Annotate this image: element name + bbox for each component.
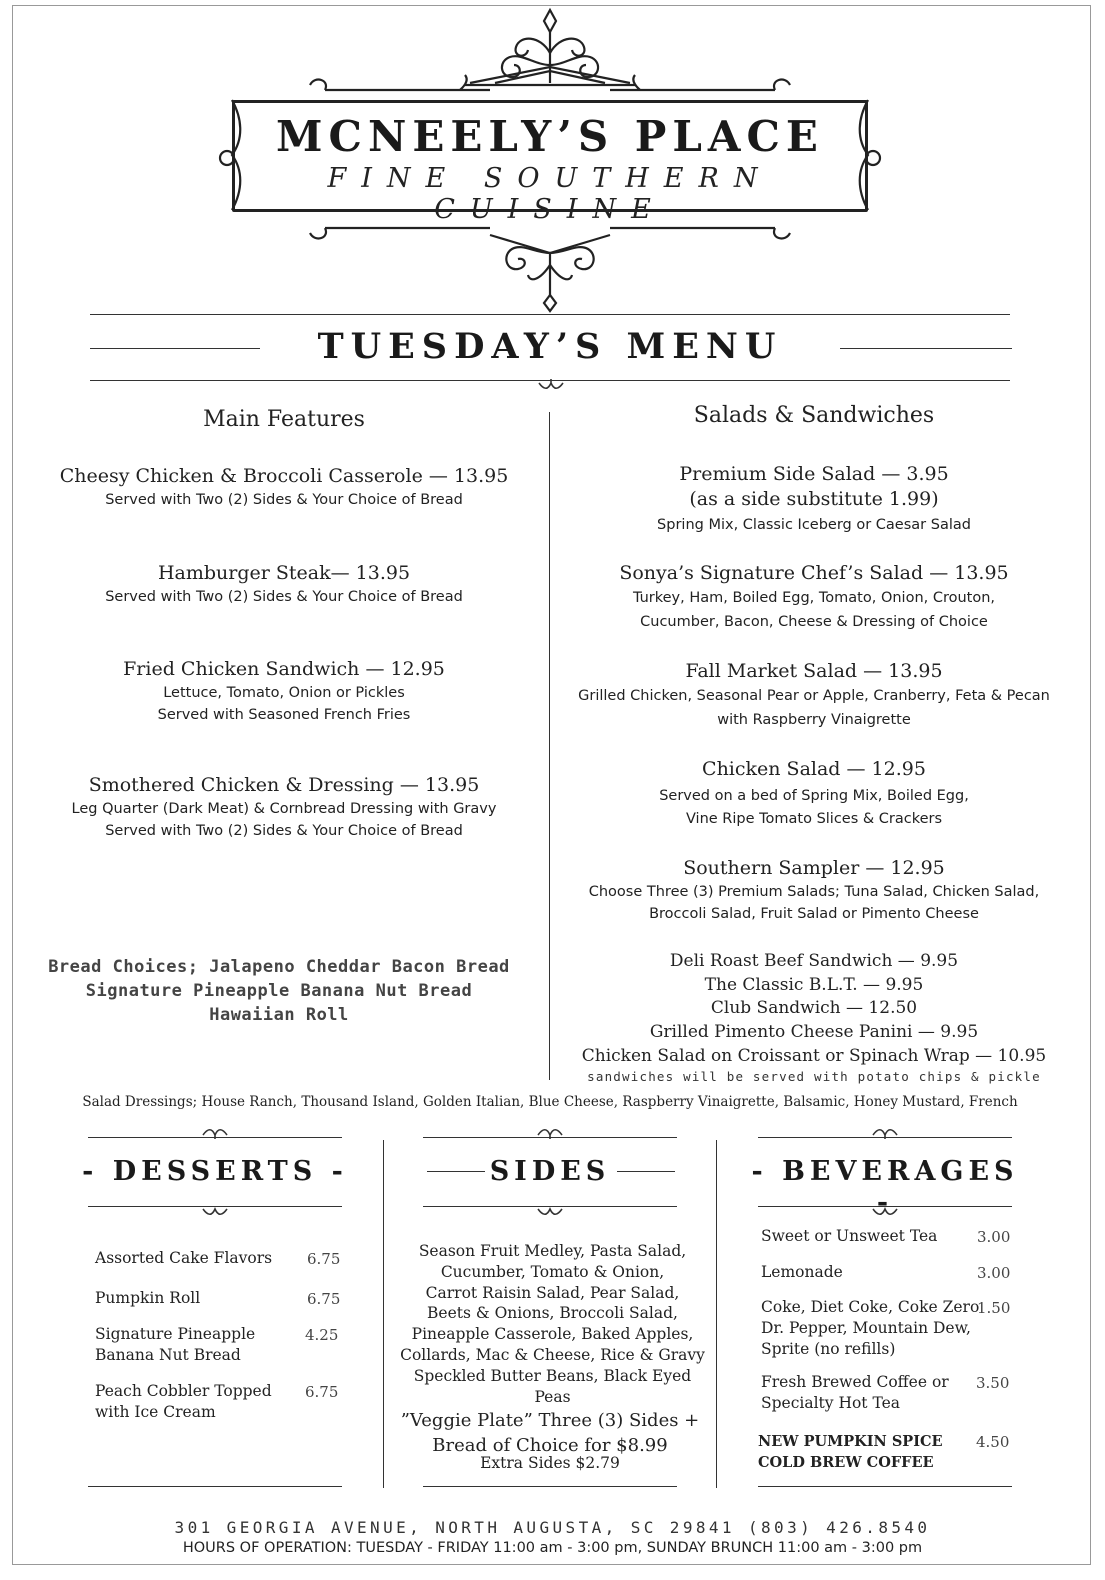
beverage-name-line: NEW PUMPKIN SPICE — [758, 1433, 943, 1450]
salad-item-desc: Turkey, Ham, Boiled Egg, Tomato, Onion, Crouton, — [632, 590, 996, 606]
main-item — [40, 561, 528, 608]
flourish-icon — [202, 1126, 228, 1140]
dessert-price: 6.75 — [305, 1383, 339, 1401]
flourish-icon — [537, 1126, 563, 1140]
bread-choice-line: Bread Choices; Jalapeno Cheddar Bacon Bread — [48, 957, 510, 977]
main-item-desc: Leg Quarter (Dark Meat) & Cornbread Dressing with Gravy — [71, 801, 497, 817]
restaurant-name: MCNEELY’S PLACE — [276, 112, 824, 161]
salad-item-desc: Cucumber, Bacon, Cheese & Dressing of Choice — [640, 614, 988, 630]
sides-rule-left — [427, 1171, 485, 1172]
salad-item — [560, 561, 1068, 634]
main-item — [40, 657, 528, 726]
sandwich-item: Chicken Salad on Croissant or Spinach Wrap — 10.95 — [581, 1045, 1047, 1066]
section-divider — [383, 1140, 384, 1488]
sandwich-item: Deli Roast Beef Sandwich — 9.95 — [669, 951, 959, 971]
title-rule-top — [90, 314, 1010, 315]
main-item — [40, 464, 528, 511]
dessert-name-line: with Ice Cream — [95, 1403, 216, 1421]
section-divider — [716, 1140, 717, 1488]
flourish-icon — [538, 378, 564, 392]
sides-line: Cucumber, Tomato & Onion, — [440, 1262, 665, 1281]
dessert-name-line: Peach Cobbler Topped — [95, 1382, 272, 1400]
desserts-rule-end — [88, 1486, 342, 1487]
salad-item-name: Premium Side Salad — 3.95 — [679, 463, 949, 485]
beverage-name-line: Sprite (no refills) — [761, 1340, 896, 1358]
beverage-name-line: Fresh Brewed Coffee or — [761, 1373, 949, 1391]
salads-sandwiches-heading: Salads & Sandwiches — [693, 403, 935, 428]
flourish-icon — [872, 1126, 898, 1140]
dessert-name-line: Banana Nut Bread — [95, 1346, 241, 1364]
dessert-price: 6.75 — [307, 1250, 341, 1268]
dessert-name — [95, 1324, 255, 1366]
beverage-name-line: Dr. Pepper, Mountain Dew, — [761, 1319, 971, 1337]
beverages-title: - BEVERAGES - — [751, 1156, 1019, 1218]
main-item-desc: Served with Two (2) Sides & Your Choice of Bread — [105, 823, 463, 839]
main-item-name: Hamburger Steak— 13.95 — [157, 562, 411, 584]
salad-item-desc: Spring Mix, Classic Iceberg or Caesar Salad — [657, 517, 971, 533]
sandwich-list — [560, 950, 1068, 1069]
bread-choices — [40, 955, 518, 1027]
beverage-price: 3.50 — [976, 1374, 1010, 1392]
salad-item-desc: Choose Three (3) Premium Salads; Tuna Salad, Chicken Salad, — [588, 884, 1040, 900]
salad-item-desc: with Raspberry Vinaigrette — [717, 712, 911, 728]
sides-line: Beets & Onions, Broccoli Salad, — [427, 1304, 678, 1323]
main-item — [40, 773, 528, 842]
salad-item — [560, 757, 1068, 831]
main-item-desc: Lettuce, Tomato, Onion or Pickles — [163, 685, 405, 701]
main-item-name: Cheesy Chicken & Broccoli Casserole — 13.95 — [59, 465, 509, 487]
salad-item-desc: Vine Ripe Tomato Slices & Crackers — [685, 811, 943, 827]
veggie-plate-line: ”Veggie Plate” Three (3) Sides + — [400, 1410, 700, 1431]
sandwich-item: Club Sandwich — 12.50 — [710, 998, 918, 1019]
sides-line: Pineapple Casserole, Baked Apples, — [411, 1325, 694, 1344]
title-rule-right — [840, 348, 1012, 349]
main-item-name: Smothered Chicken & Dressing — 13.95 — [88, 774, 480, 796]
beverage-price: 1.50 — [977, 1299, 1011, 1317]
sides-title: SIDES — [489, 1156, 611, 1187]
salad-item-name: Fall Market Salad — 13.95 — [685, 660, 943, 682]
salad-dressings: Salad Dressings; House Ranch, Thousand Island, Golden Italian, Blue Cheese, Raspberry Vinaigrette, Balsamic, Honey Mustard, French — [82, 1094, 1018, 1110]
beverage-name-line: Coke, Diet Coke, Coke Zero — [761, 1298, 980, 1316]
beverage-price: 4.50 — [976, 1433, 1010, 1451]
beverage-name: Lemonade — [761, 1263, 843, 1281]
restaurant-tagline: FINE SOUTHERN CUISINE — [327, 163, 773, 225]
sandwich-note: sandwiches will be served with potato chips & pickle — [587, 1069, 1041, 1084]
sandwich-item: Grilled Pimento Cheese Panini — 9.95 — [649, 1022, 979, 1043]
column-divider — [549, 412, 550, 1080]
salad-item-desc: Broccoli Salad, Fruit Salad or Pimento Cheese — [649, 906, 979, 922]
beverage-name — [761, 1372, 949, 1414]
beverages-rule-end — [758, 1486, 1012, 1487]
sides-line: Speckled Butter Beans, Black Eyed Peas — [413, 1366, 692, 1406]
sandwich-item: The Classic B.L.T. — 9.95 — [704, 974, 924, 995]
sides-list — [400, 1241, 705, 1407]
bread-choice-line: Hawaiian Roll — [209, 1005, 349, 1025]
salad-item-name: (as a side substitute 1.99) — [689, 488, 939, 510]
sides-line: Collards, Mac & Cheese, Rice & Gravy — [400, 1345, 705, 1364]
beverage-name — [758, 1431, 943, 1473]
salad-item — [560, 659, 1068, 732]
flourish-icon — [537, 1204, 563, 1218]
salad-item — [560, 856, 1068, 925]
extra-sides: Extra Sides $2.79 — [480, 1454, 620, 1472]
sides-line: Carrot Raisin Salad, Pear Salad, — [425, 1283, 680, 1302]
veggie-plate-line: Bread of Choice for $8.99 — [432, 1435, 668, 1456]
beverage-price: 3.00 — [977, 1228, 1011, 1246]
sides-line: Season Fruit Medley, Pasta Salad, — [418, 1242, 687, 1260]
menu-title: TUESDAY’S MENU — [317, 326, 783, 367]
salad-item-desc: Grilled Chicken, Seasonal Pear or Apple, Cranberry, Feta & Pecan — [578, 688, 1050, 704]
dessert-name: Assorted Cake Flavors — [95, 1249, 273, 1267]
salad-item-name: Southern Sampler — 12.95 — [683, 857, 945, 879]
main-features-heading: Main Features — [203, 407, 365, 432]
beverage-name-line: COLD BREW COFFEE — [758, 1454, 934, 1471]
dessert-name — [95, 1381, 272, 1423]
salad-item-desc: Served on a bed of Spring Mix, Boiled Egg, — [659, 788, 969, 804]
dessert-name-line: Signature Pineapple — [95, 1325, 256, 1343]
footer-address: 301 GEORGIA AVENUE, NORTH AUGUSTA, SC 29841 (803) 426.8540 — [174, 1518, 931, 1537]
beverage-price: 3.00 — [977, 1264, 1011, 1282]
beverage-name-line: Specialty Hot Tea — [761, 1394, 901, 1412]
main-item-desc: Served with Seasoned French Fries — [157, 707, 411, 723]
main-item-name: Fried Chicken Sandwich — 12.95 — [123, 658, 445, 680]
beverage-name: Sweet or Unsweet Tea — [761, 1227, 938, 1245]
flourish-icon — [872, 1204, 898, 1218]
bread-choice-line: Signature Pineapple Banana Nut Bread — [85, 981, 473, 1001]
salad-item — [560, 462, 1068, 536]
footer-hours: HOURS OF OPERATION: TUESDAY - FRIDAY 11:00 am - 3:00 pm, SUNDAY BRUNCH 11:00 am - 3:00 pm — [182, 1540, 923, 1556]
sides-rule-end — [423, 1486, 677, 1487]
desserts-title: - DESSERTS - — [82, 1156, 348, 1187]
veggie-plate — [395, 1408, 705, 1458]
dessert-price: 6.75 — [307, 1290, 341, 1308]
main-item-desc: Served with Two (2) Sides & Your Choice of Bread — [105, 589, 463, 605]
sides-rule-right — [617, 1171, 675, 1172]
bottom-scroll-ornament-icon — [470, 225, 630, 315]
beverage-name — [761, 1297, 979, 1360]
main-item-desc: Served with Two (2) Sides & Your Choice of Bread — [105, 492, 463, 508]
salad-item-name: Sonya’s Signature Chef’s Salad — 13.95 — [619, 562, 1009, 584]
title-rule-left — [90, 348, 260, 349]
dessert-price: 4.25 — [305, 1326, 339, 1344]
flourish-icon — [202, 1204, 228, 1218]
salad-item-name: Chicken Salad — 12.95 — [702, 758, 926, 780]
dessert-name: Pumpkin Roll — [95, 1289, 201, 1307]
